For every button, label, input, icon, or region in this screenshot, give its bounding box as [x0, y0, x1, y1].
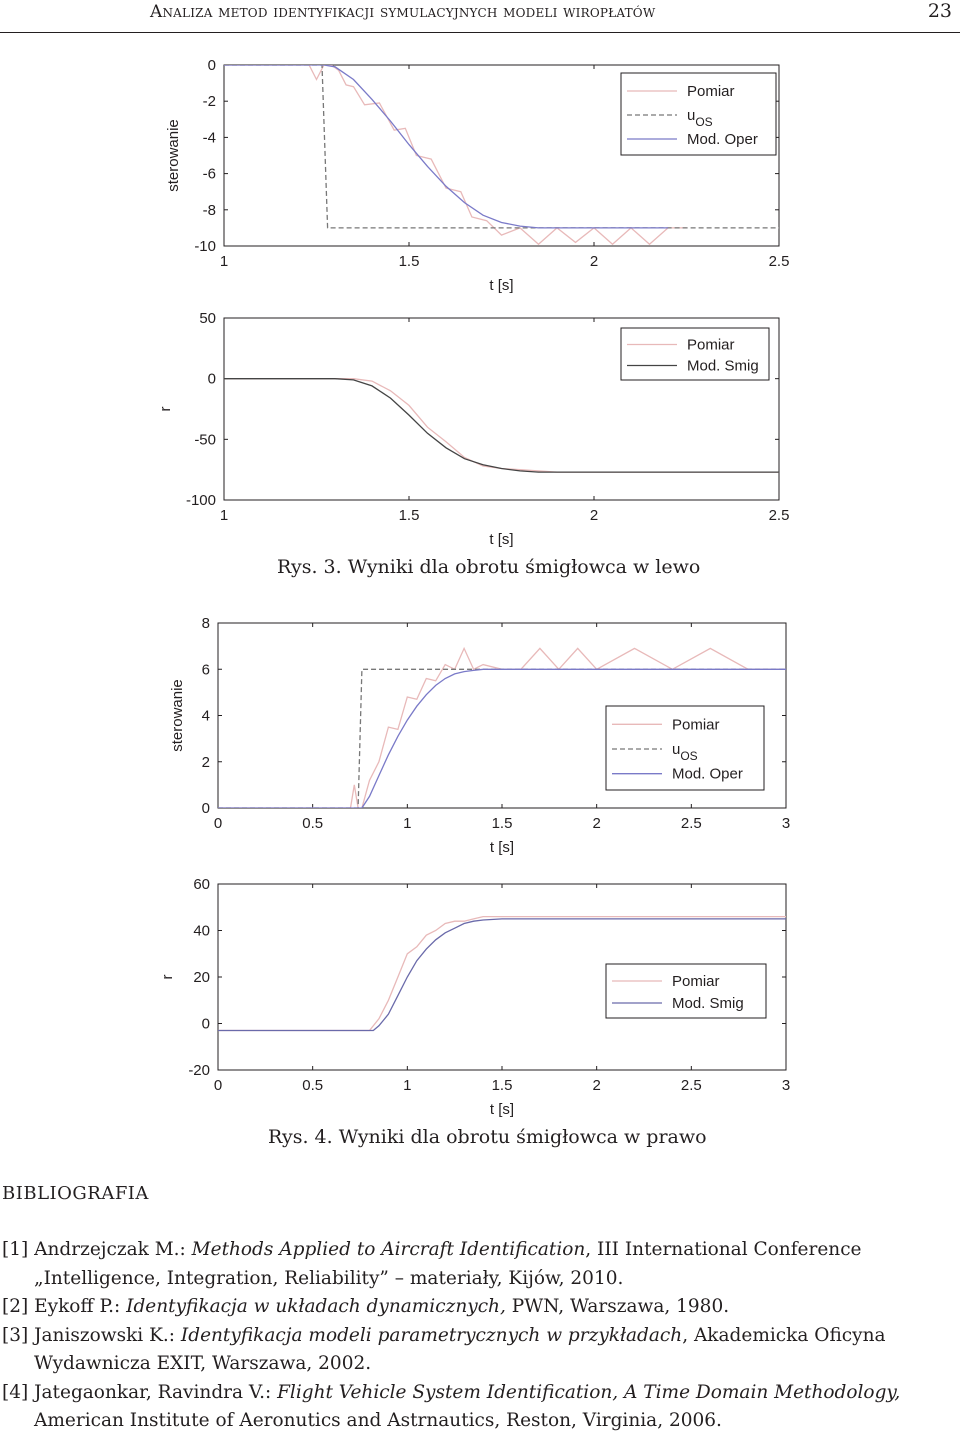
- y-tick-label: -10: [194, 238, 216, 255]
- y-axis-label: sterowanie: [169, 679, 186, 752]
- bib-entry-3: [3] Janiszowski K.: Identyfikacja modeli parametrycznych w przykładach, Akademicka Oficyna: [2, 1324, 886, 1346]
- x-tick-label: 2: [592, 815, 601, 832]
- legend-label: Mod. Oper: [687, 131, 758, 148]
- legend-label: Pomiar: [672, 716, 720, 734]
- chart-fig3-yaw-rate: [0, 300, 960, 550]
- x-tick-label: 2: [589, 507, 599, 524]
- bibliography-heading: BIBLIOGRAFIA: [2, 1183, 149, 1204]
- y-axis-label: r: [157, 406, 174, 412]
- legend-label: Mod. Smig: [672, 995, 744, 1012]
- bib-entry-4: [4] Jategaonkar, Ravindra V.: Flight Vehicle System Identification, A Time Domain Methodology,: [2, 1381, 901, 1403]
- legend-label: $u_{OS}$: [672, 741, 698, 763]
- y-tick-label: -2: [202, 93, 216, 111]
- x-tick-label: 0.5: [302, 1077, 324, 1094]
- y-tick-label: -20: [188, 1062, 210, 1079]
- y-tick-label: 4: [201, 707, 210, 725]
- x-tick-label: 1.5: [398, 507, 420, 524]
- y-tick-label: -8: [202, 201, 216, 219]
- chart-legend: [621, 73, 776, 155]
- chart-fig3-control: [0, 30, 960, 330]
- y-tick-label: -100: [185, 492, 216, 509]
- x-tick-label: 2.5: [680, 1077, 702, 1094]
- series-line-pomiar: [224, 65, 687, 244]
- y-axis-label: r: [159, 974, 176, 980]
- legend-label: Mod. Oper: [672, 765, 743, 783]
- y-tick-label: 0: [207, 57, 216, 74]
- x-axis-label: t [s]: [489, 839, 515, 856]
- legend-label: $u_{OS}$: [687, 107, 713, 129]
- x-tick-label: 1: [403, 815, 412, 832]
- legend-label: Mod. Smig: [687, 357, 759, 375]
- x-tick-label: 2.5: [680, 815, 702, 832]
- x-axis-label: t [s]: [489, 1101, 515, 1118]
- x-tick-label: 0.5: [302, 815, 324, 832]
- series-line-pomiar: [224, 379, 779, 472]
- figure-caption-4: Rys. 4. Wyniki dla obrotu śmigłowca w prawo: [268, 1126, 707, 1148]
- legend-label: Pomiar: [672, 973, 720, 990]
- bib-entry-4-cont: American Institute of Aeronutics and Astrnautics, Reston, Virginia, 2006.: [34, 1410, 722, 1431]
- y-tick-label: 2: [201, 753, 210, 771]
- running-title: Analiza metod identyfikacji symulacyjnych modeli wiropłatów: [150, 2, 656, 22]
- x-tick-label: 1: [403, 1077, 412, 1094]
- x-tick-label: 1.5: [398, 253, 420, 270]
- legend-label: Pomiar: [687, 83, 735, 100]
- x-tick-label: 2.5: [768, 507, 790, 524]
- y-tick-label: -50: [194, 431, 216, 449]
- y-tick-label: 0: [201, 1015, 210, 1033]
- bibliography-list: [2, 1236, 957, 1436]
- x-tick-label: 2.5: [768, 253, 790, 270]
- x-tick-label: 2: [592, 1077, 601, 1094]
- series-line-mod-smig: [224, 379, 779, 472]
- x-tick-label: 1.5: [491, 815, 513, 832]
- bib-entry-1-cont: „Intelligence, Integration, Reliability” – materiały, Kijów, 2010.: [34, 1267, 624, 1289]
- y-tick-label: 50: [199, 310, 216, 327]
- legend-label: Pomiar: [687, 336, 735, 354]
- x-tick-label: 1: [219, 253, 229, 270]
- x-tick-label: 3: [781, 815, 791, 832]
- x-tick-label: 1: [219, 507, 229, 524]
- page-header: [0, 0, 960, 30]
- bib-entry-1: [1] Andrzejczak M.: Methods Applied to Aircraft Identification, III International Conference: [2, 1239, 862, 1260]
- chart-legend: [621, 328, 769, 380]
- x-tick-label: 0: [213, 815, 223, 832]
- y-axis-label: sterowanie: [165, 119, 182, 192]
- x-axis-label: t [s]: [489, 277, 514, 294]
- x-tick-label: 3: [781, 1077, 791, 1094]
- y-tick-label: -4: [202, 129, 216, 147]
- x-tick-label: 2: [589, 253, 599, 270]
- page-number: 23: [927, 0, 952, 22]
- y-tick-label: 60: [193, 876, 210, 893]
- chart-legend: [606, 706, 764, 790]
- y-tick-label: 6: [201, 661, 210, 679]
- bib-entry-2: [2] Eykoff P.: Identyfikacja w układach dynamicznych, PWN, Warszawa, 1980.: [2, 1296, 730, 1317]
- x-tick-label: 0: [213, 1077, 223, 1094]
- x-tick-label: 1.5: [491, 1077, 513, 1094]
- bib-entry-3-cont: Wydawnicza EXIT, Warszawa, 2002.: [34, 1353, 372, 1374]
- chart-legend: [606, 964, 766, 1018]
- y-tick-label: 0: [207, 370, 216, 388]
- y-tick-label: -6: [202, 165, 216, 183]
- y-tick-label: 40: [193, 922, 210, 940]
- series-line-mod-oper: [224, 65, 668, 228]
- y-tick-label: 8: [201, 615, 210, 632]
- figure-caption-3: Rys. 3. Wyniki dla obrotu śmigłowca w lewo: [277, 556, 701, 578]
- y-tick-label: 0: [201, 800, 210, 817]
- chart-fig4-control: [0, 600, 960, 860]
- x-axis-label: t [s]: [489, 531, 514, 548]
- chart-fig4-yaw-rate: [0, 862, 960, 1122]
- y-tick-label: 20: [193, 969, 210, 986]
